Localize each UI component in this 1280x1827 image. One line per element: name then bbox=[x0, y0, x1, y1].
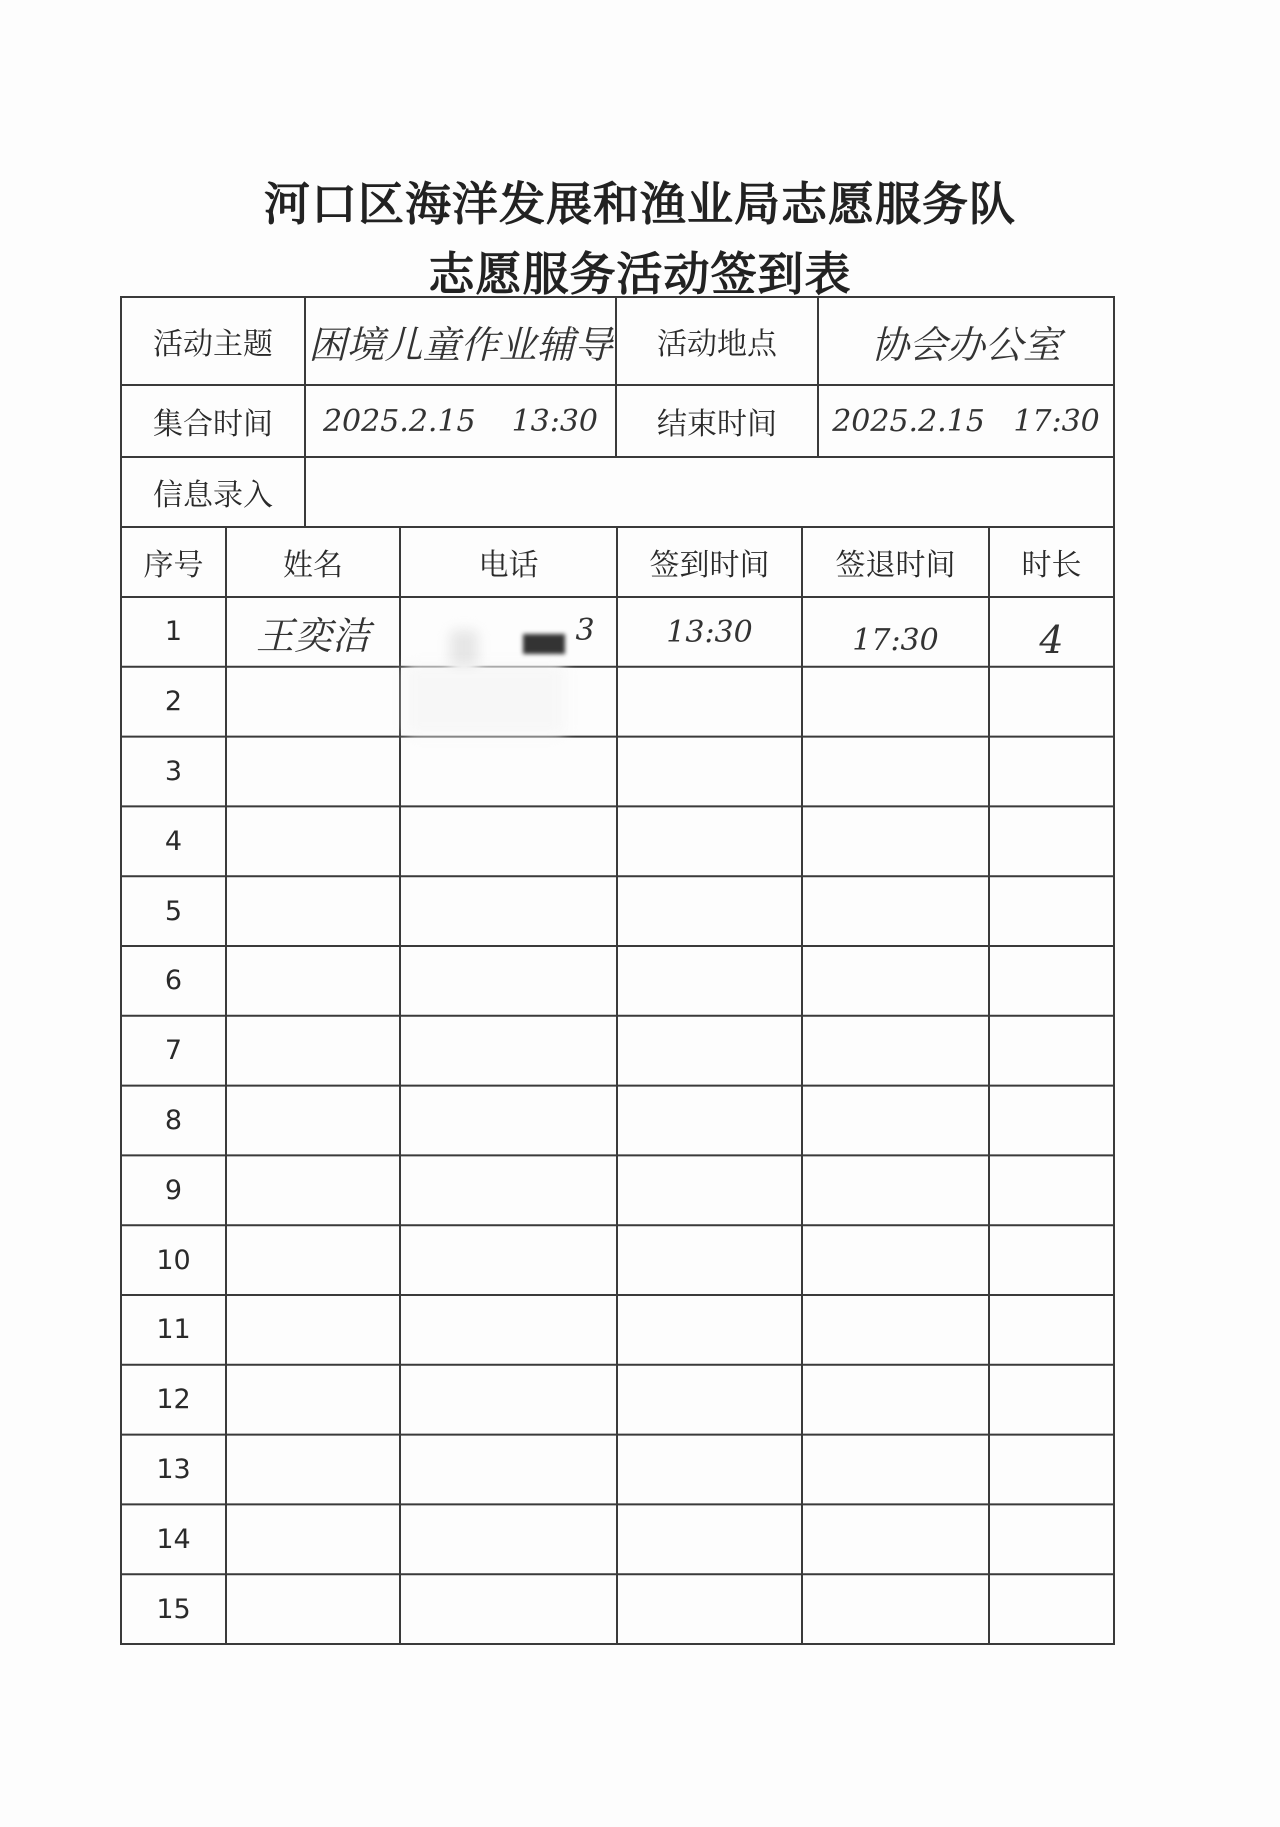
row1-phone-tail: 3 bbox=[575, 612, 595, 648]
end-time-cell bbox=[818, 385, 1114, 457]
row1-duration: 4 bbox=[1039, 618, 1064, 662]
row-number: 4 bbox=[164, 825, 183, 857]
row-number: 2 bbox=[164, 686, 183, 718]
header-no: 序号 bbox=[143, 548, 204, 583]
gather-time-cell bbox=[305, 385, 616, 457]
row-number: 12 bbox=[156, 1384, 191, 1416]
end-date: 2025.2.15 bbox=[832, 403, 985, 439]
theme-label: 活动主题 bbox=[153, 327, 273, 362]
row-number: 1 bbox=[164, 616, 183, 648]
row-number: 9 bbox=[164, 1174, 183, 1206]
row-number: 8 bbox=[164, 1104, 183, 1136]
row1-name: 王奕洁 bbox=[255, 613, 370, 658]
row-number: 3 bbox=[164, 755, 183, 787]
theme-value: 困境儿童作业辅导 bbox=[308, 322, 613, 367]
gather-label: 集合时间 bbox=[153, 407, 273, 442]
row-number: 15 bbox=[156, 1593, 191, 1625]
place-label: 活动地点 bbox=[657, 327, 777, 362]
place-value: 协会办公室 bbox=[870, 322, 1061, 367]
entry-label: 信息录入 bbox=[153, 478, 273, 513]
row-number: 10 bbox=[156, 1244, 191, 1276]
row1-checkin: 13:30 bbox=[666, 614, 753, 650]
row-number: 14 bbox=[156, 1523, 191, 1555]
end-label: 结束时间 bbox=[657, 407, 777, 442]
phone-redaction-dark bbox=[523, 634, 565, 654]
row-number: 13 bbox=[156, 1453, 191, 1485]
row-number: 6 bbox=[164, 965, 183, 997]
header-phone: 电话 bbox=[478, 548, 539, 583]
phone-redaction-patch bbox=[405, 665, 565, 735]
row-number: 5 bbox=[164, 895, 183, 927]
form-subtitle: 志愿服务活动签到表 bbox=[428, 247, 852, 301]
header-name: 姓名 bbox=[283, 548, 343, 583]
form-title: 河口区海洋发展和渔业局志愿服务队 bbox=[264, 177, 1016, 231]
row1-checkout: 17:30 bbox=[852, 622, 939, 658]
header-duration: 时长 bbox=[1021, 548, 1082, 583]
gather-date: 2025.2.15 bbox=[322, 403, 476, 439]
row-number: 11 bbox=[156, 1314, 191, 1346]
gather-time: 13:30 bbox=[511, 403, 599, 439]
header-checkout: 签退时间 bbox=[835, 548, 956, 583]
header-checkin: 签到时间 bbox=[649, 548, 770, 583]
end-time: 17:30 bbox=[1013, 403, 1100, 439]
row-number: 7 bbox=[164, 1035, 183, 1067]
